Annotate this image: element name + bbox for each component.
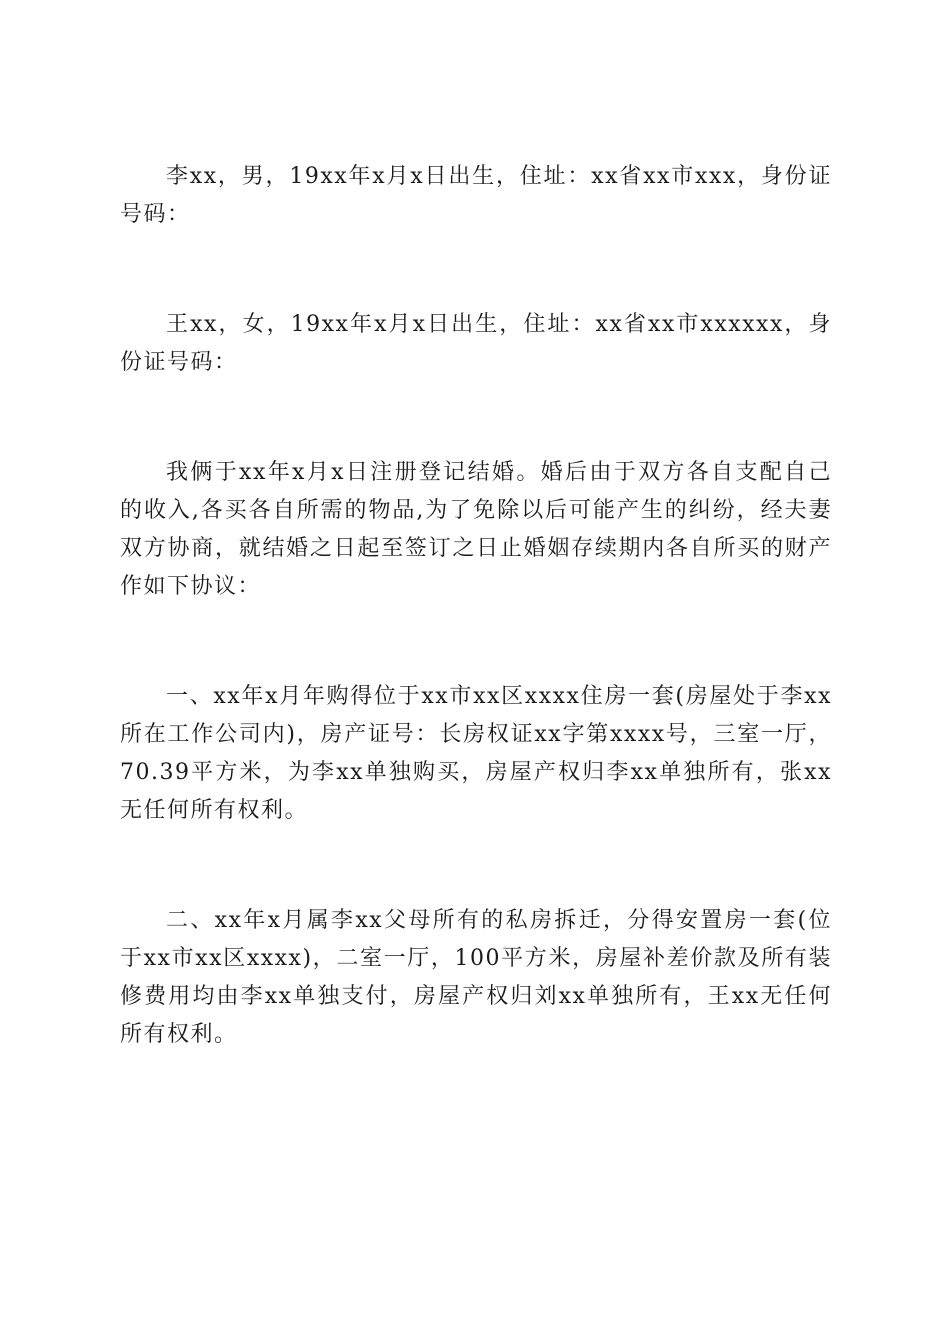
paragraph-preamble: 我俩于xx年x月x日注册登记结婚。婚后由于双方各自支配自己的收入,各买各自所需的物品,为了免除以后可能产生的纠纷，经夫妻双方协商，就结婚之日起至签订之日止婚姻存续期内各自所买的财产作如下协议：	[120, 460, 832, 599]
paragraph-clause-1: 一、xx年x月年购得位于xx市xx区xxxx住房一套(房屋处于李xx所在工作公司内)，房产证号：长房权证xx字第xxxx号，三室一厅，70.39平方米，为李xx单独购买，房屋产权归李xx单独所有，张xx无任何所有权利。	[120, 684, 832, 823]
paragraph-party-wang: 王xx，女，19xx年x月x日出生，住址：xx省xx市xxxxxx，身份证号码：	[120, 312, 832, 375]
paragraph-clause-2: 二、xx年x月属李xx父母所有的私房拆迁，分得安置房一套(位于xx市xx区xxxx)，二室一厅，100平方米，房屋补差价款及所有装修费用均由李xx单独支付，房屋产权归刘xx单独所有，王xx无任何所有权利。	[120, 908, 832, 1047]
paragraph-party-li: 李xx，男，19xx年x月x日出生，住址：xx省xx市xxx，身份证号码：	[120, 164, 832, 227]
document-page	[120, 158, 832, 1126]
